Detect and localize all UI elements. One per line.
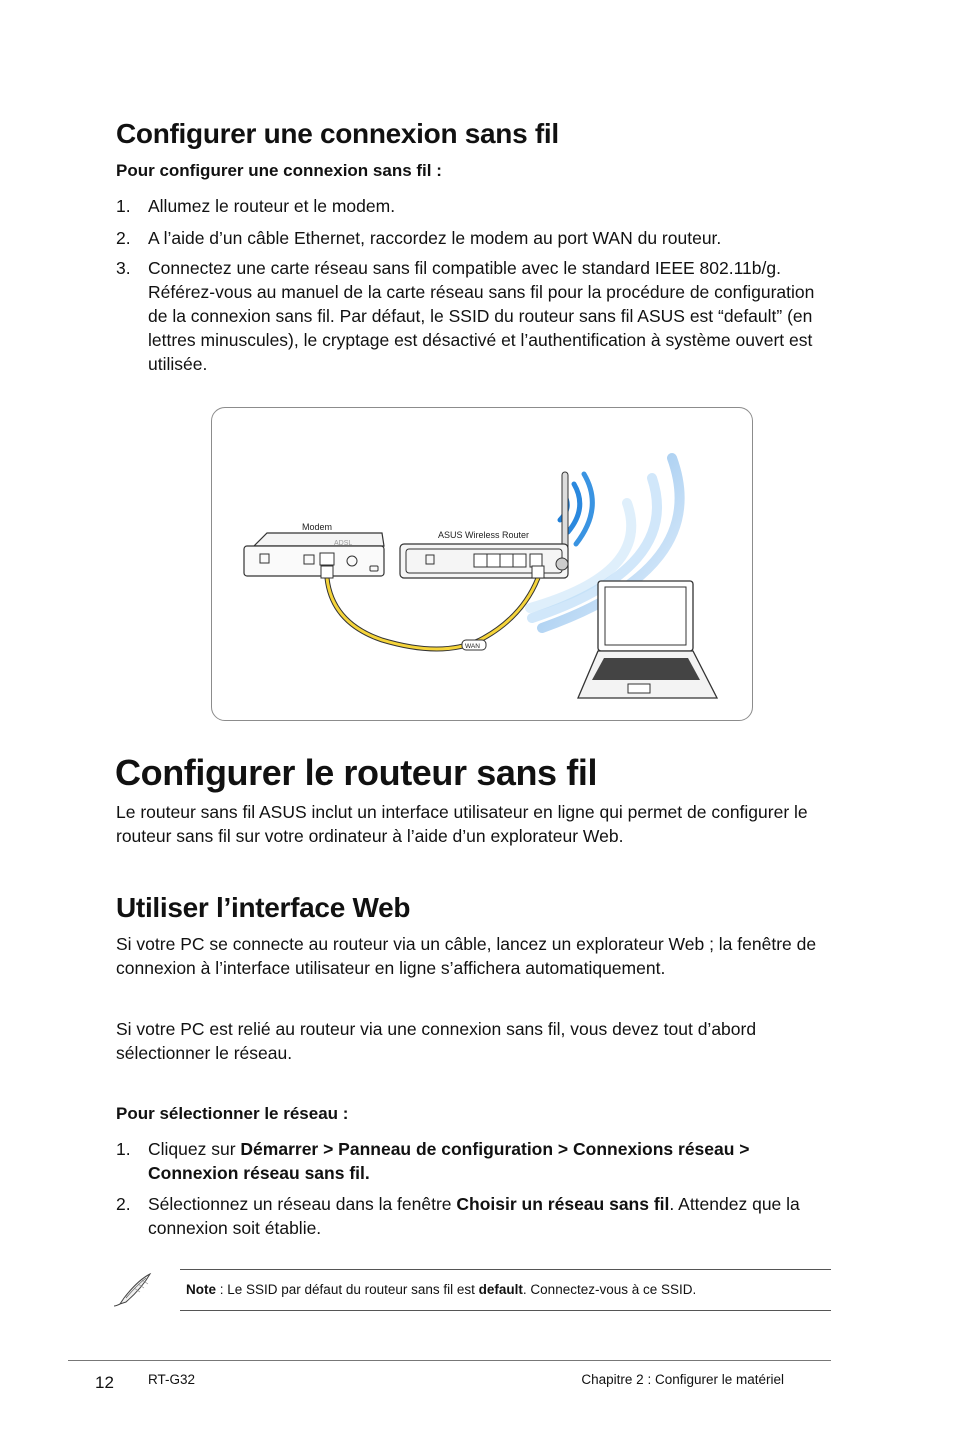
note-label: Note — [186, 1282, 216, 1297]
step-text: Allumez le routeur et le modem. — [148, 196, 396, 216]
step-item — [116, 256, 836, 376]
note-text — [186, 1282, 696, 1297]
note-body-end: . Connectez-vous à ce SSID. — [522, 1282, 697, 1297]
footer-chapter: Chapitre 2 : Configurer le matériel — [581, 1372, 784, 1387]
step-number: 1. — [116, 196, 131, 216]
wan-label: WAN — [465, 643, 480, 650]
step-text-bold: Démarrer > Panneau de configuration > Connexions réseau > Connexion réseau sans fil. — [148, 1139, 750, 1183]
procedure-lead: Pour configurer une connexion sans fil : — [116, 161, 442, 180]
procedure-lead: Pour sélectionner le réseau : — [116, 1104, 349, 1123]
section-title-wireless-connection: Configurer une connexion sans fil — [116, 118, 559, 149]
step-item — [116, 1192, 836, 1240]
pen-note-icon — [112, 1272, 154, 1308]
modem-label: Modem — [302, 522, 333, 532]
intro-paragraph: Le routeur sans fil ASUS inclut un interface utilisateur en ligne qui permet de configurer le routeur sans fil sur votre ordinateur à l’aide d’un explorateur Web. — [116, 802, 808, 846]
connection-diagram — [211, 407, 753, 721]
paragraph-wireless: Si votre PC est relié au routeur via une connexion sans fil, vous devez tout d’abord sélectionner le réseau. — [116, 1019, 757, 1063]
step-item — [116, 1137, 836, 1185]
step-text-plain: Sélectionnez un réseau dans la fenêtre — [148, 1194, 457, 1214]
step-item — [116, 226, 836, 250]
note-body: : Le SSID par défaut du routeur sans fil est — [216, 1282, 479, 1297]
router-device — [400, 472, 568, 578]
page-number: 12 — [95, 1373, 114, 1392]
step-text-plain: Cliquez sur — [148, 1139, 241, 1159]
connection-illustration — [212, 408, 753, 721]
step-number: 2. — [116, 1194, 131, 1214]
step-number: 3. — [116, 258, 131, 278]
footer-model: RT-G32 — [148, 1372, 196, 1387]
modem-brand: ADSL — [334, 540, 353, 547]
step-number: 1. — [116, 1139, 131, 1159]
section-title-configure-router: Configurer le routeur sans fil — [115, 752, 598, 793]
step-text-bold: Choisir un réseau sans fil — [456, 1194, 670, 1214]
step-text — [148, 1192, 836, 1240]
paragraph-wired: Si votre PC se connecte au routeur via un câble, lancez un explorateur Web ; la fenêtre de connexion à l’interface utilisateur en ligne s’affichera automatiquement. — [116, 934, 817, 978]
step-number: 2. — [116, 228, 131, 248]
section-title-web-interface: Utiliser l’interface Web — [116, 892, 411, 923]
step-text: Connectez une carte réseau sans fil compatible avec le standard IEEE 802.11b/g. Référez-vous au manuel de la carte réseau sans fil pour la procédure de configuration de la connexion sans fil. Par défaut, le SSID du routeur sans fil ASUS est “default” (en lettres minuscules), le cryptage est désactivé et l’authentification à système ouvert est utilisée. — [148, 258, 815, 374]
step-text-plain: . Attendez que la connexion soit établie. — [148, 1194, 800, 1238]
step-text — [148, 1137, 836, 1185]
footer-divider — [68, 1360, 831, 1361]
step-text: A l’aide d’un câble Ethernet, raccordez le modem au port WAN du routeur. — [148, 228, 722, 248]
note-box — [180, 1269, 831, 1311]
laptop-icon — [578, 581, 717, 698]
note-bold-value: default — [478, 1282, 523, 1297]
router-label: ASUS Wireless Router — [438, 530, 530, 540]
step-item — [116, 194, 836, 218]
modem-device — [244, 522, 384, 576]
